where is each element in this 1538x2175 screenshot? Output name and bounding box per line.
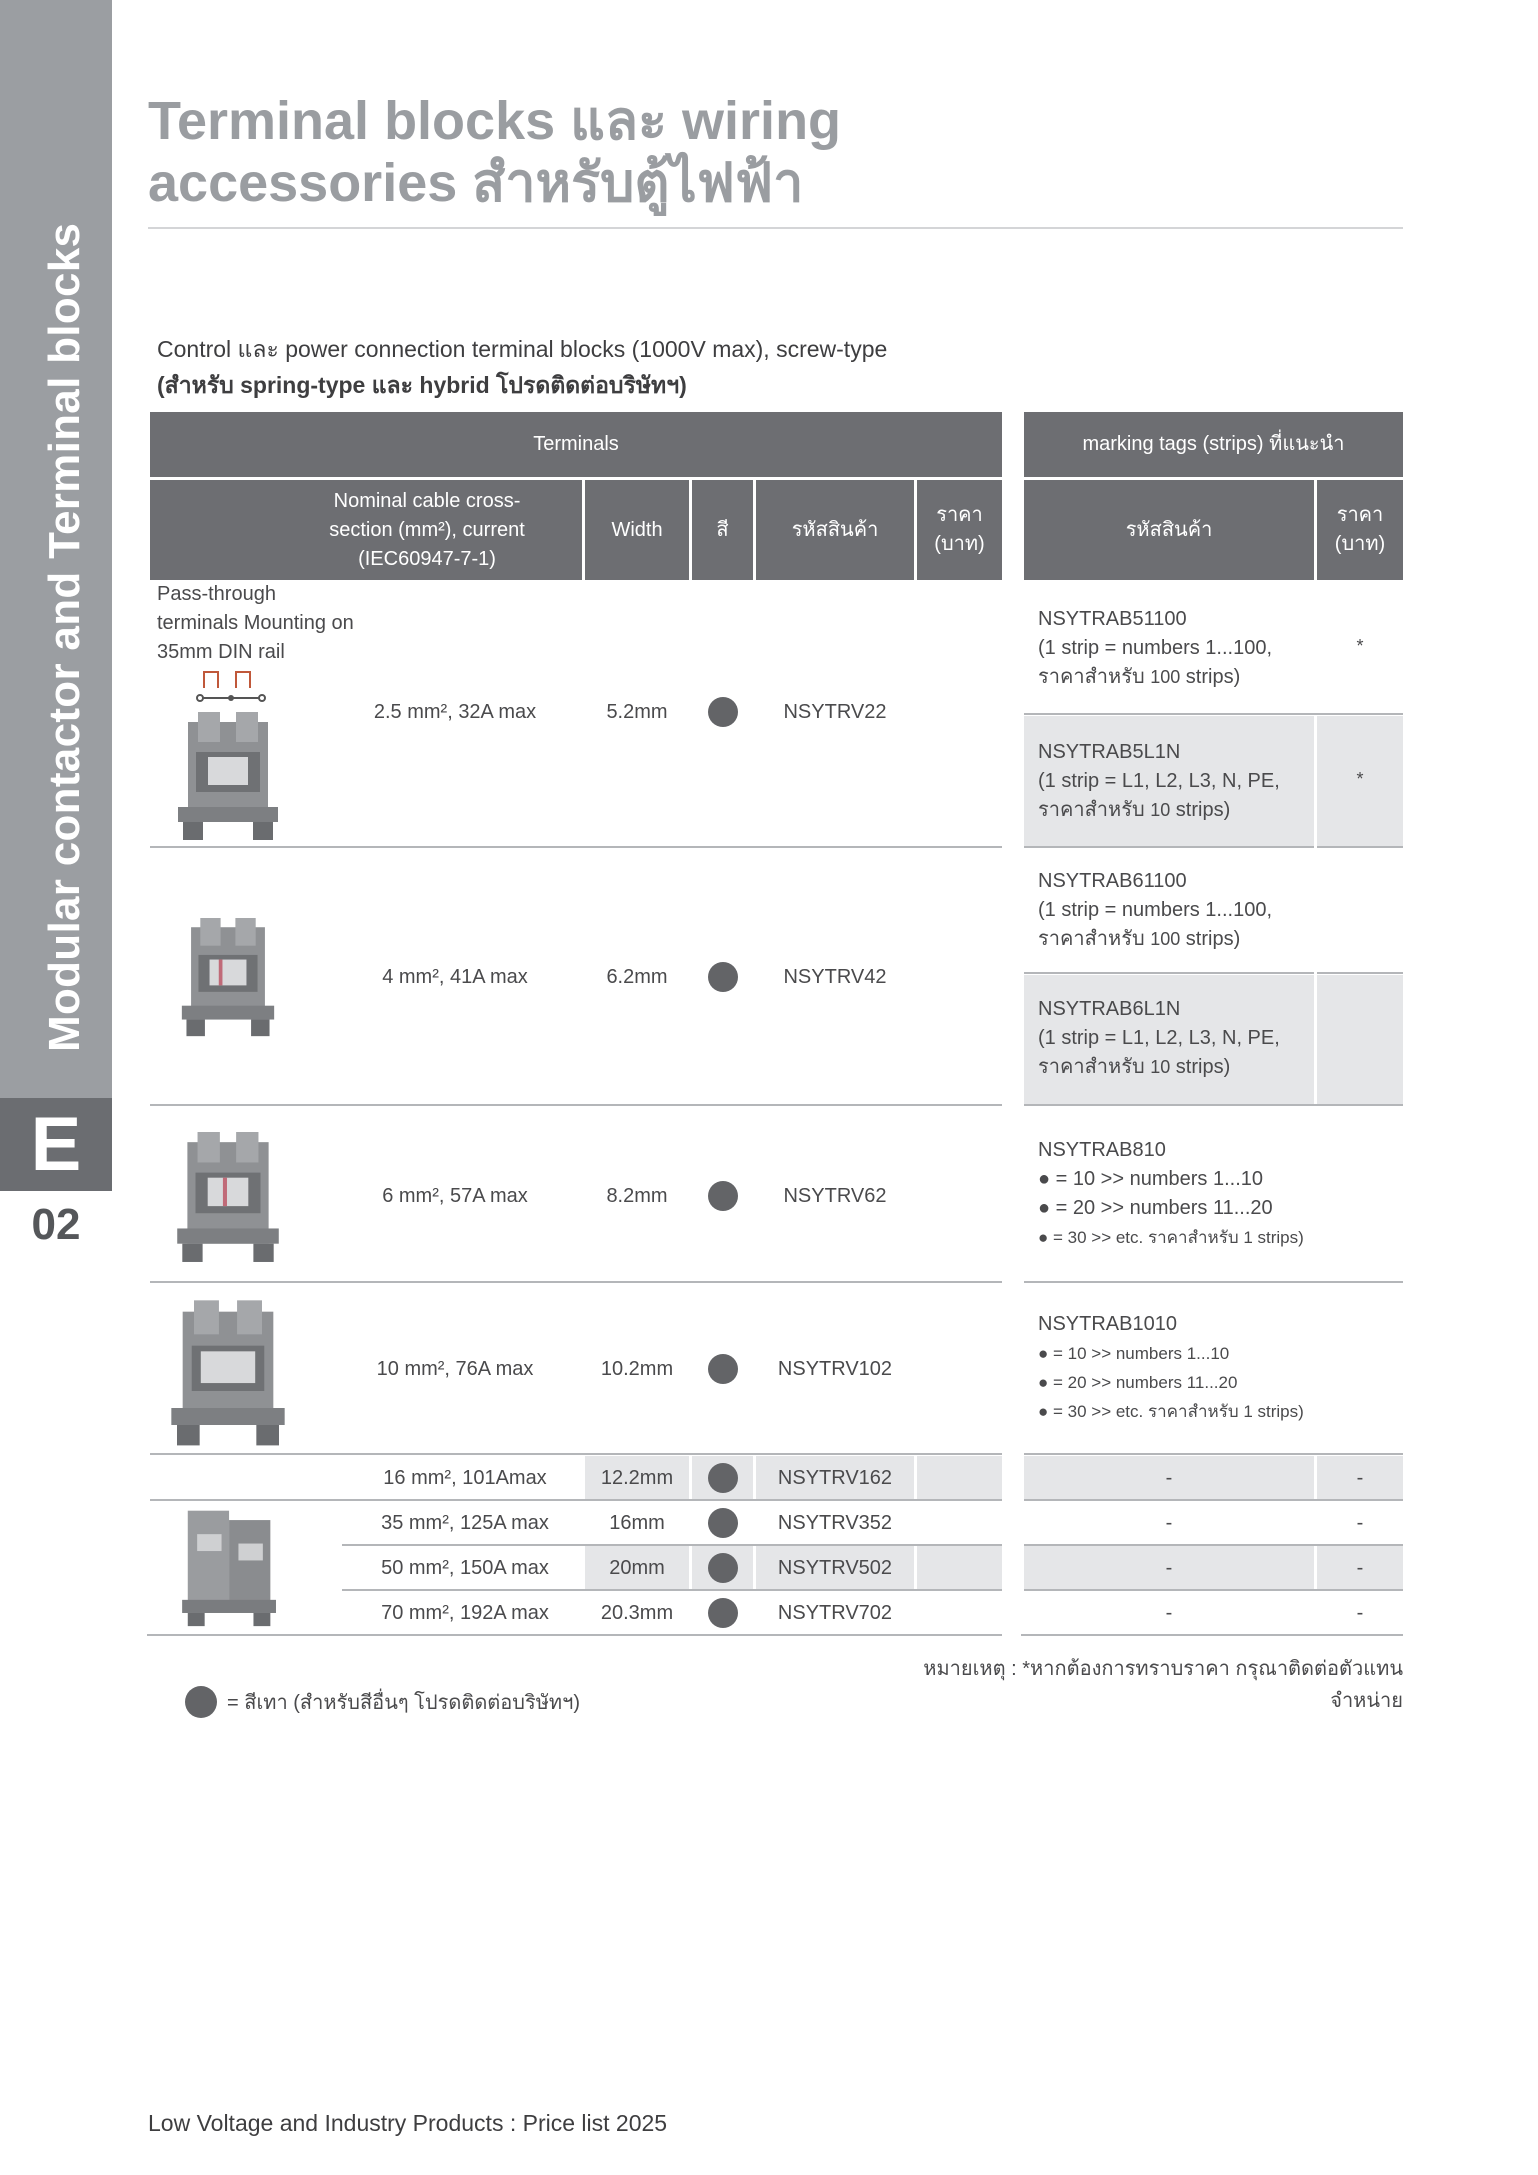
tag-col-separator (1314, 716, 1317, 1104)
terminal-block-image-4 (160, 1300, 296, 1448)
row7-color-dot (692, 1546, 753, 1590)
row4-spec: 10 mm², 76A max (376, 1357, 534, 1380)
tag5-l3: ● = 30 >> etc. ราคาสำหรับ 1 strips) (1038, 1228, 1304, 1247)
header-marking-tags: marking tags (strips) ที่แนะนำ (1024, 412, 1403, 477)
row5-price (917, 1456, 1002, 1500)
row3-code: NSYTRV62 (783, 1184, 887, 1207)
grey-color-dot (708, 1553, 738, 1583)
intro-text (157, 331, 1057, 403)
title-divider (148, 227, 1403, 229)
header-tag-code: รหัสสินค้า (1024, 480, 1314, 580)
tag4-line3-text: ราคาสำหรับ (1038, 1056, 1151, 1078)
color-legend-text: = สีเทา (สำหรับสีอื่นๆ โปรดติดต่อบริษัทฯ) (227, 1692, 580, 1714)
row1-color-dot (692, 690, 753, 734)
tag6-divider (1024, 1453, 1403, 1455)
row2-width: 6.2mm (606, 965, 668, 988)
tag-row6-code: - (1165, 1511, 1173, 1534)
row2-divider (150, 1104, 1002, 1106)
tag1-divider (1024, 713, 1403, 715)
terminal-block-image-2 (172, 918, 284, 1038)
grey-color-dot (708, 1508, 738, 1538)
header-tag-price (1317, 480, 1403, 580)
row1-width: 5.2mm (606, 700, 668, 723)
header-width: Width (585, 480, 689, 580)
terminal-symbol-icon (196, 666, 266, 706)
tag3-line2: (1 strip = numbers 1...100, (1038, 899, 1273, 921)
tag3-line3 (1038, 925, 1314, 954)
row3-color-dot (692, 1174, 753, 1218)
tag5-l2: ● = 20 >> numbers 11...20 (1038, 1197, 1273, 1219)
row7-price (917, 1546, 1002, 1590)
tag2-line3-text: ราคาสำหรับ (1038, 799, 1151, 821)
tag2-price: * (1356, 769, 1364, 789)
tag1-line2: (1 strip = numbers 1...100, (1038, 637, 1273, 659)
tag5-l1: ● = 10 >> numbers 1...10 (1038, 1168, 1263, 1190)
tag5 (1024, 1136, 1403, 1252)
intro-line2: (สำหรับ spring-type และ hybrid โปรดติดต่อบริษัทฯ) (157, 372, 687, 398)
tag4-line3-unit: strips) (1170, 1056, 1231, 1078)
page-title-line1: Terminal blocks และ wiring (148, 91, 842, 151)
tag4-line3 (1038, 1053, 1314, 1082)
row6-width: 16mm (609, 1511, 665, 1534)
tag4-line3-number: 10 (1150, 1057, 1171, 1077)
tag2-line3-unit: strips) (1170, 799, 1231, 821)
table-bottom-rule (147, 1634, 1002, 1636)
section-number: 02 (31, 1200, 81, 1249)
header-price (917, 480, 1002, 580)
row2-code: NSYTRV42 (783, 965, 887, 988)
tag1-line3-text: ราคาสำหรับ (1038, 666, 1151, 688)
price-note: หมายเหตุ : *หากต้องการทราบราคา กรุณาติดต่อตัวแทนจำหน่าย (923, 1658, 1403, 1712)
row4-divider (150, 1453, 1002, 1455)
row3-divider (150, 1281, 1002, 1283)
tag1 (1024, 605, 1314, 692)
page-title-line2: accessories สำหรับตู้ไฟฟ้า (148, 153, 804, 213)
tag6-code: NSYTRAB1010 (1038, 1313, 1177, 1335)
page-title (148, 90, 1048, 214)
tag1-price: * (1356, 636, 1364, 656)
row8-color-dot (692, 1591, 753, 1635)
row6-code: NSYTRV352 (777, 1511, 893, 1534)
tag-row7-code: - (1024, 1546, 1314, 1590)
header-nominal-label: Nominal cable cross-section (mm²), current (IEC60947-7-1) (329, 489, 525, 570)
tag1-code: NSYTRAB51100 (1038, 608, 1187, 630)
tag-row8-price: - (1356, 1601, 1364, 1624)
pass-through-label: Pass-through terminals Mounting on 35mm DIN rail (157, 583, 354, 663)
tag2-divider (1024, 846, 1403, 848)
row2-color-dot (692, 955, 753, 999)
tag3 (1024, 867, 1314, 954)
row6-color-dot (692, 1501, 753, 1545)
header-color: สี (692, 480, 753, 580)
tag3-code: NSYTRAB61100 (1038, 870, 1187, 892)
row8-width: 20.3mm (600, 1601, 674, 1624)
tag2 (1024, 738, 1314, 825)
tag3-line3-number: 100 (1150, 929, 1181, 949)
row3-width: 8.2mm (606, 1184, 668, 1207)
section-letter: E (0, 1098, 112, 1191)
tag4-line2: (1 strip = L1, L2, L3, N, PE, (1038, 1027, 1280, 1049)
tag2-line3-number: 10 (1150, 800, 1171, 820)
grey-color-dot (185, 1686, 217, 1718)
row7-code: NSYTRV502 (756, 1546, 914, 1590)
tag-row7-price: - (1317, 1546, 1403, 1590)
tag2-line2: (1 strip = L1, L2, L3, N, PE, (1038, 770, 1280, 792)
tag5-code: NSYTRAB810 (1038, 1139, 1166, 1161)
tag1-line3-number: 100 (1150, 667, 1181, 687)
grey-color-dot (708, 1598, 738, 1628)
row1-code: NSYTRV22 (783, 700, 887, 723)
header-nominal (150, 480, 582, 580)
tag-row5-price: - (1317, 1456, 1403, 1500)
header-tag-price-label: ราคา (บาท) (1334, 504, 1386, 555)
tag3-divider (1024, 972, 1403, 974)
row6-spec: 35 mm², 125A max (381, 1511, 549, 1534)
tag1-line3 (1038, 663, 1314, 692)
row1-spec: 2.5 mm², 32A max (373, 700, 537, 723)
tag6-l1: ● = 10 >> numbers 1...10 (1038, 1344, 1230, 1363)
page-footer: Low Voltage and Industry Products : Price list 2025 (148, 2110, 668, 2136)
intro-line1: Control และ power connection terminal blocks (1000V max), screw-type (157, 336, 888, 362)
tag3-line3-unit: strips) (1180, 928, 1241, 950)
grey-color-dot (708, 1354, 738, 1384)
row5-width: 12.2mm (585, 1456, 689, 1500)
tag4-divider (1024, 1104, 1403, 1106)
row7-spec: 50 mm², 150A max (381, 1556, 549, 1579)
grey-color-dot (708, 962, 738, 992)
row8-code: NSYTRV702 (777, 1601, 893, 1624)
row4-code: NSYTRV102 (777, 1357, 893, 1380)
tag5-divider (1024, 1281, 1403, 1283)
tag2-line3 (1038, 796, 1314, 825)
header-code: รหัสสินค้า (756, 480, 914, 580)
tag-row6-price: - (1356, 1511, 1364, 1534)
row4-color-dot (692, 1347, 753, 1391)
row5-code: NSYTRV162 (756, 1456, 914, 1500)
terminal-block-image-3 (166, 1132, 290, 1264)
terminal-block-image-5 (178, 1506, 282, 1628)
tag-row8-code: - (1165, 1601, 1173, 1624)
row5-color-dot (692, 1456, 753, 1500)
row8-spec: 70 mm², 192A max (381, 1601, 549, 1624)
tag2-code: NSYTRAB5L1N (1038, 741, 1181, 763)
tag6-l2: ● = 20 >> numbers 11...20 (1038, 1373, 1238, 1392)
tag1-line3-unit: strips) (1180, 666, 1241, 688)
grey-color-dot (708, 1463, 738, 1493)
grey-color-dot (708, 697, 738, 727)
row2-spec: 4 mm², 41A max (382, 965, 528, 988)
tag-row5-code: - (1024, 1456, 1314, 1500)
tag-table-bottom-rule (1021, 1634, 1403, 1636)
row1-divider (150, 846, 1002, 848)
row7-width: 20mm (585, 1546, 689, 1590)
tag6 (1024, 1310, 1403, 1426)
tag3-line3-text: ราคาสำหรับ (1038, 928, 1151, 950)
tag4 (1024, 995, 1314, 1082)
color-legend (185, 1686, 580, 1718)
tag4-price-bg (1317, 975, 1403, 1104)
terminal-block-image-1 (168, 712, 288, 842)
grey-color-dot (708, 1181, 738, 1211)
tag4-code: NSYTRAB6L1N (1038, 998, 1181, 1020)
section-title-vertical: Modular contactor and Terminal blocks (40, 222, 89, 1052)
row3-spec: 6 mm², 57A max (382, 1184, 528, 1207)
row5-spec: 16 mm², 101Amax (383, 1466, 547, 1489)
row4-width: 10.2mm (600, 1357, 674, 1380)
header-price-label: ราคา (บาท) (934, 504, 985, 555)
tag6-l3: ● = 30 >> etc. ราคาสำหรับ 1 strips) (1038, 1402, 1304, 1421)
header-terminals: Terminals (150, 412, 1002, 477)
